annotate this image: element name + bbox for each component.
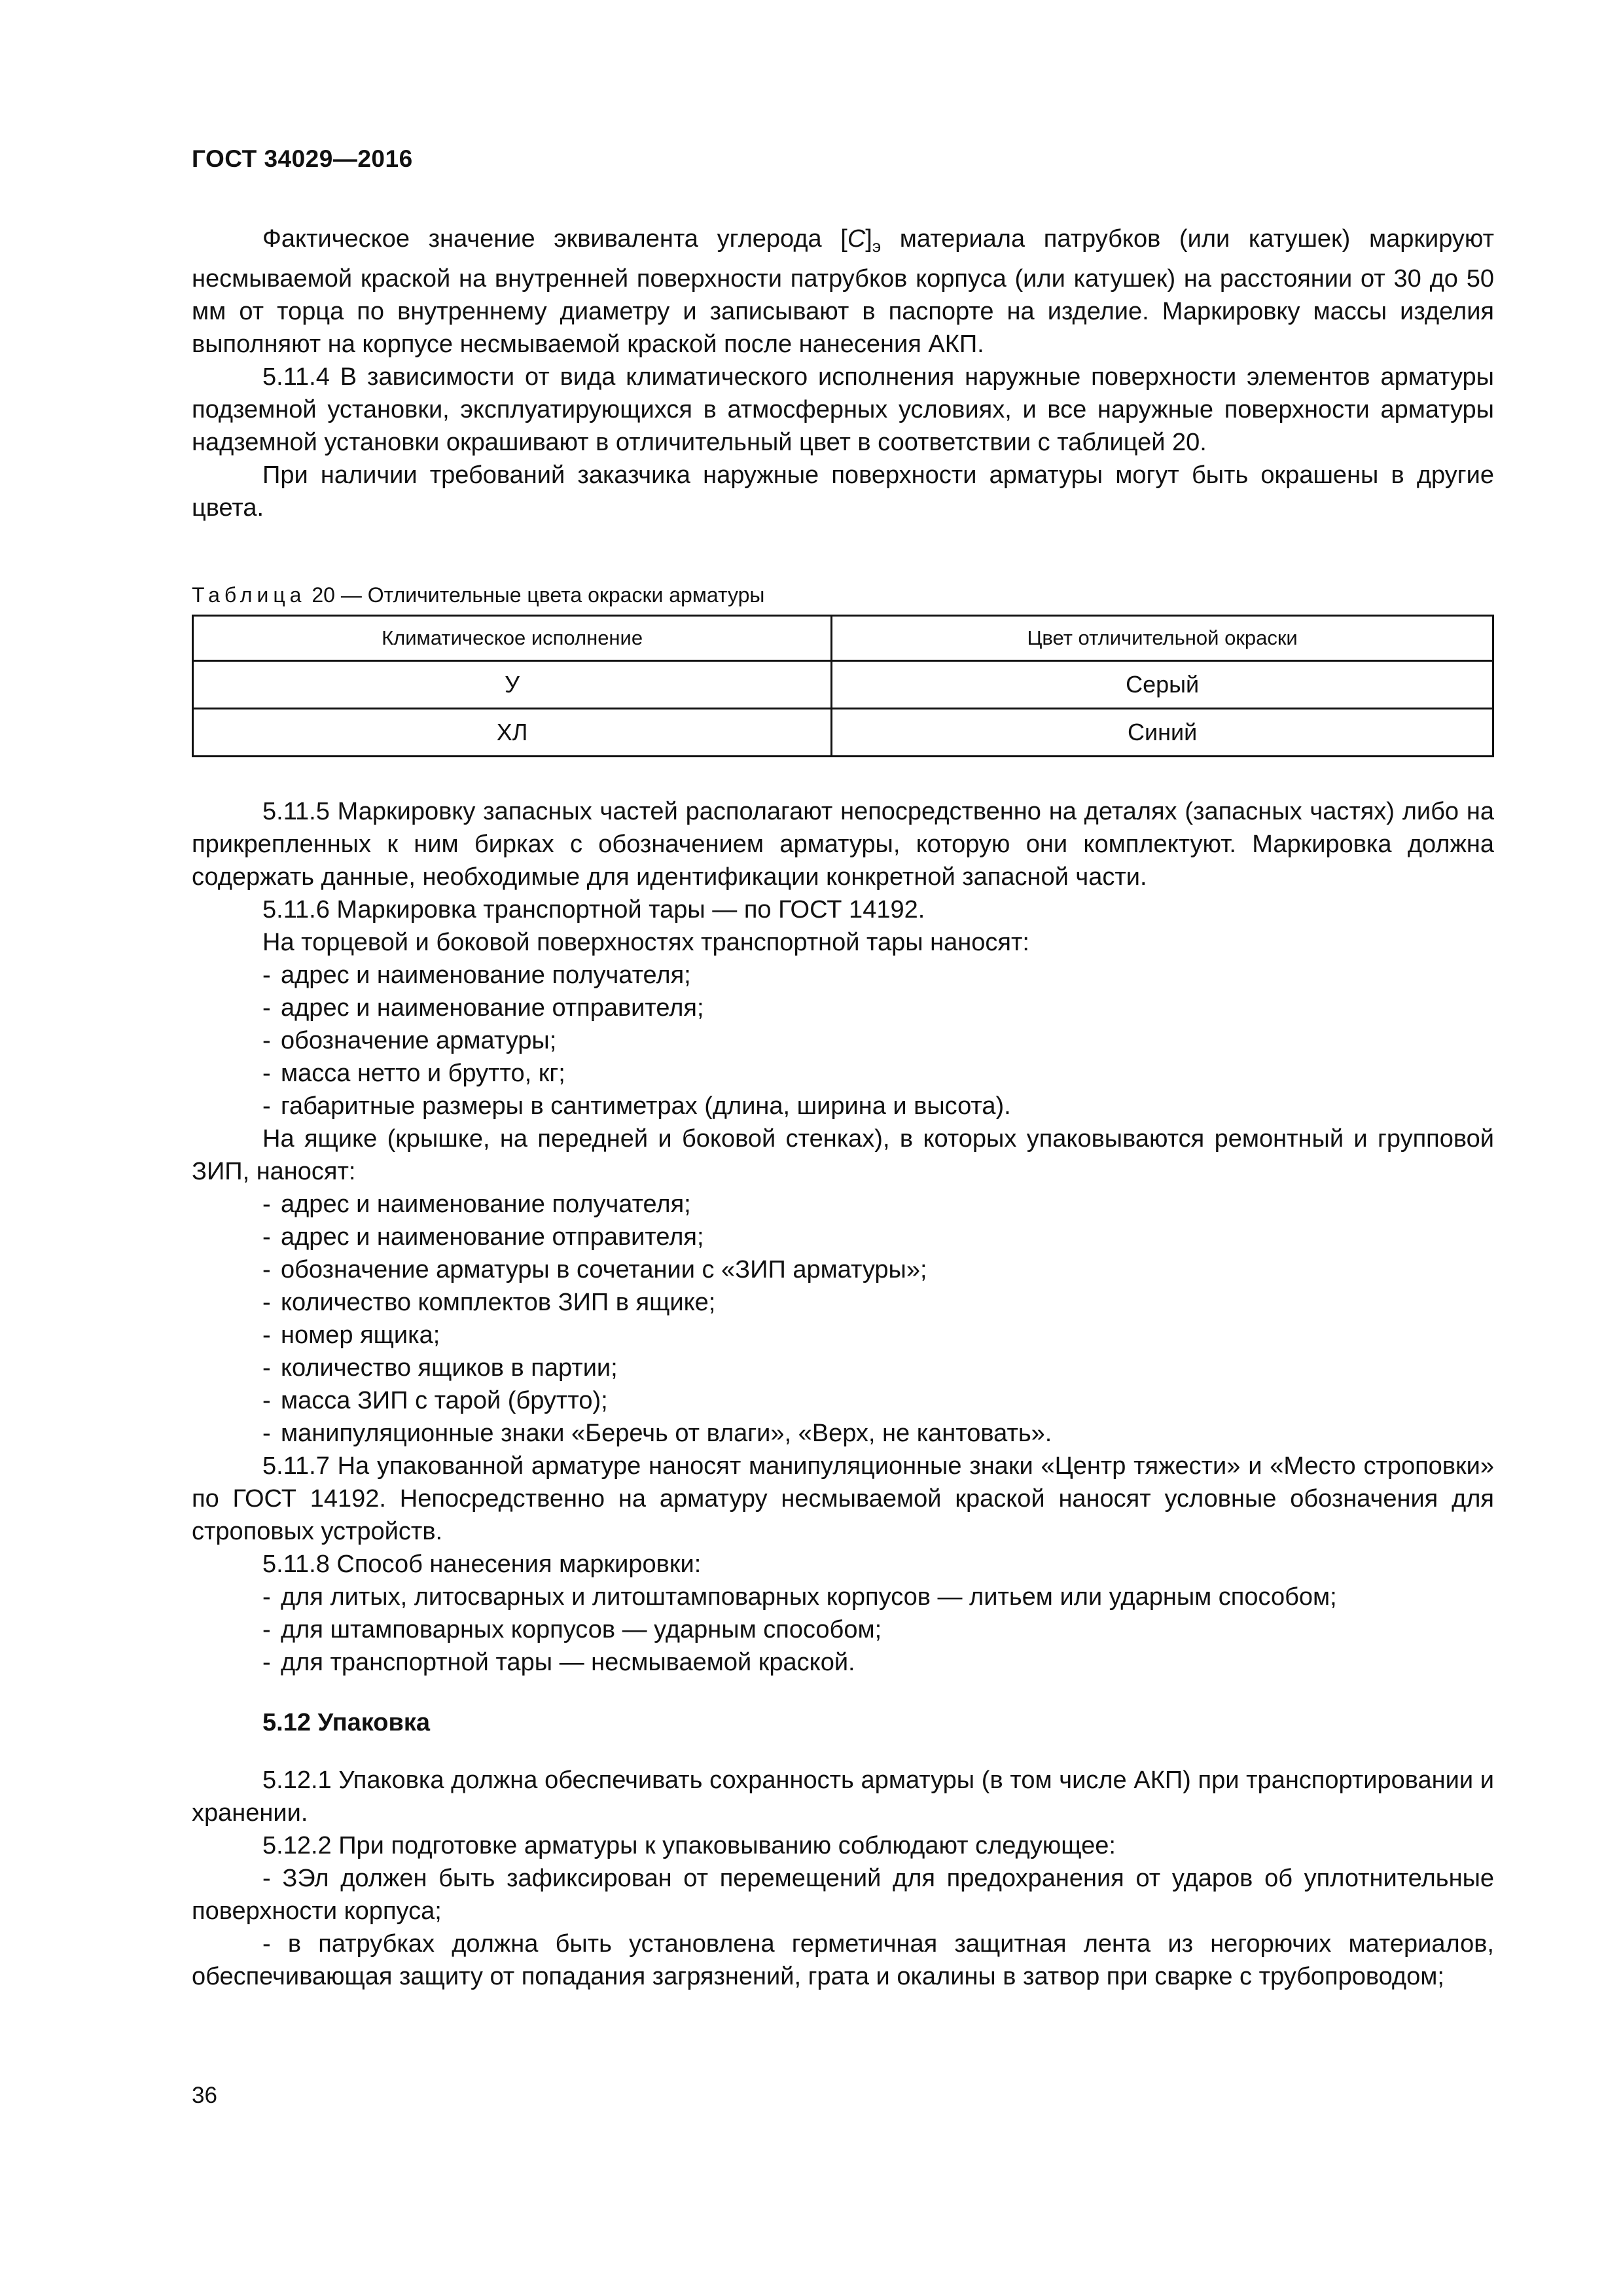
table-row (193, 661, 1493, 709)
list-dash: - (262, 1256, 271, 1283)
list-dash: - (262, 1354, 271, 1382)
list-item (192, 959, 1494, 992)
list-item (192, 1253, 1494, 1286)
paragraph-transport-marking: На торцевой и боковой поверхностях транспортной тары наносят: (262, 929, 1029, 956)
list-item-text: ЗЭл должен быть зафиксирован от перемещений для предохранения от ударов об уплотнительные поверхности корпуса; (192, 1865, 1495, 1925)
table-cell: Синий (832, 709, 1493, 757)
list-dash: - (262, 961, 271, 989)
list-dash: - (262, 1583, 271, 1611)
list-item-text: масса нетто и брутто, кг; (281, 1060, 565, 1087)
paragraph-5-12-2: 5.12.2 При подготовке арматуры к упаковыванию соблюдают следующее: (262, 1832, 1116, 1859)
paragraph-carbon-equivalent (192, 223, 1494, 361)
document-header: ГОСТ 34029—2016 (192, 145, 413, 172)
text-fragment: ] (865, 225, 872, 253)
paragraph-box-marking: На ящике (крышке, на передней и боковой стенках), в которых упаковываются ремонтный и групповой ЗИП, наносят: (192, 1125, 1494, 1185)
list-dash: - (262, 1027, 271, 1054)
list-dash: - (262, 1649, 271, 1676)
list-item-text: обозначение арматуры; (281, 1027, 557, 1054)
list-item-text: габаритные размеры в сантиметрах (длина, ширина и высота). (281, 1092, 1011, 1120)
list-item (192, 1417, 1494, 1450)
list-item-text: адрес и наименование получателя; (281, 961, 691, 989)
list-item-text: масса ЗИП с тарой (брутто); (281, 1387, 608, 1414)
list-item (192, 1581, 1494, 1613)
list-item (192, 1319, 1494, 1352)
list-item-text: адрес и наименование отправителя; (281, 994, 704, 1022)
list-item (192, 1862, 1494, 1928)
paragraph-5-11-7: 5.11.7 На упакованной арматуре наносят манипуляционные знаки «Центр тяжести» и «Место строповки» по ГОСТ 14192. Непосредственно на арматуру несмываемой краской наносят условные обозначения для строповых устройств. (192, 1452, 1494, 1545)
section-heading: 5.12 Упаковка (262, 1709, 431, 1736)
list-item-text: для литых, литосварных и литоштамповарных корпусов — литьем или ударным способом; (281, 1583, 1337, 1611)
list-item (192, 1286, 1494, 1319)
paragraph-5-11-6: 5.11.6 Маркировка транспортной тары — по ГОСТ 14192. (262, 896, 925, 924)
list-dash: - (262, 1191, 271, 1218)
list-item (192, 1352, 1494, 1384)
list-dash: - (262, 1420, 271, 1447)
caption-label: Таблица (192, 583, 306, 607)
table-cell: У (193, 661, 832, 709)
list-item-text: обозначение арматуры в сочетании с «ЗИП арматуры»; (281, 1256, 927, 1283)
list-item (192, 1928, 1494, 1993)
list-item-text: адрес и наименование отправителя; (281, 1223, 704, 1251)
list-item (192, 1384, 1494, 1417)
list-item (192, 1057, 1494, 1090)
caption-text: 20 — Отличительные цвета окраски арматуры (306, 583, 765, 607)
table-cell: ХЛ (193, 709, 832, 757)
table-header-row (193, 616, 1493, 661)
table-row (193, 709, 1493, 757)
list-dash: - (262, 1289, 271, 1316)
list-dash: - (262, 1223, 271, 1251)
list-item (192, 1188, 1494, 1221)
table-header-cell: Цвет отличительной окраски (832, 616, 1493, 661)
list-dash: - (262, 1930, 271, 1958)
paragraph-customer-colors: При наличии требований заказчика наружные поверхности арматуры могут быть окрашены в другие цвета. (192, 461, 1494, 522)
list-item (192, 1024, 1494, 1057)
list-item-text: для транспортной тары — несмываемой краской. (281, 1649, 855, 1676)
text-fragment: материала патрубков (или катушек) маркируют несмываемой краской на внутренней поверхности патрубков корпуса (или катушек) на расстоянии от 30 до 50 мм от торца по внутреннему диаметру и записывают в паспорте на изделие. Маркировку массы изделия выполняют на корпусе несмываемой краской после нанесения АКП. (192, 225, 1494, 358)
list-item-text: в патрубках должна быть установлена герметичная защитная лента из негорючих материалов, обеспечивающая защиту от попадания загрязнений, грата и окалины в затвор при сварке с трубопроводом; (192, 1930, 1494, 1990)
table-cell: Серый (832, 661, 1493, 709)
list-dash: - (262, 994, 271, 1022)
list-item-text: номер ящика; (281, 1321, 440, 1349)
table-header-cell: Климатическое исполнение (193, 616, 832, 661)
list-dash: - (262, 1092, 271, 1120)
list-item-text: количество комплектов ЗИП в ящике; (281, 1289, 716, 1316)
list-item-text: количество ящиков в партии; (281, 1354, 618, 1382)
list-item (192, 1646, 1494, 1679)
list-dash: - (262, 1616, 271, 1643)
paragraph-5-11-5: 5.11.5 Маркировку запасных частей располагают непосредственно на деталях (запасных частях) либо на прикрепленных к ним бирках с обозначением арматуры, которую они комплектуют. Маркировка должна содержать данные, необходимые для идентификации конкретной запасной части. (192, 798, 1494, 891)
subscript: э (872, 236, 882, 256)
list-item (192, 1221, 1494, 1253)
paragraph-5-12-1: 5.12.1 Упаковка должна обеспечивать сохранность арматуры (в том числе АКП) при транспортировании и хранении. (192, 1767, 1494, 1827)
list-dash: - (262, 1865, 271, 1892)
list-dash: - (262, 1060, 271, 1087)
list-item (192, 992, 1494, 1024)
italic-symbol: С (847, 225, 866, 253)
list-item (192, 1090, 1494, 1122)
list-item-text: адрес и наименование получателя; (281, 1191, 691, 1218)
page-number: 36 (192, 2083, 217, 2108)
list-item (192, 1613, 1494, 1646)
colors-table (192, 615, 1494, 757)
table-caption (192, 582, 1494, 608)
document-body (192, 223, 1494, 1993)
list-dash: - (262, 1387, 271, 1414)
list-item-text: манипуляционные знаки «Беречь от влаги», «Верх, не кантовать». (281, 1420, 1052, 1447)
list-dash: - (262, 1321, 271, 1349)
text-fragment: Фактическое значение эквивалента углерода [ (262, 225, 847, 253)
paragraph-5-11-4: 5.11.4 В зависимости от вида климатического исполнения наружные поверхности элементов арматуры подземной установки, эксплуатирующихся в атмосферных условиях, и все наружные поверхности арматуры надземной установки окрашивают в отличительный цвет в соответствии с таблицей 20. (192, 363, 1494, 456)
paragraph-5-11-8: 5.11.8 Способ нанесения маркировки: (262, 1551, 702, 1578)
list-item-text: для штамповарных корпусов — ударным способом; (281, 1616, 882, 1643)
